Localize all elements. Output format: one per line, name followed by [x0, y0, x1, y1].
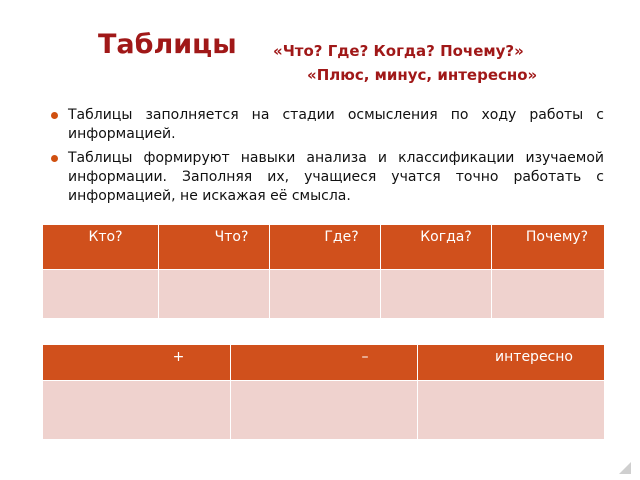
header-cell-plus: +: [43, 345, 231, 381]
table-who-what-where: [42, 224, 605, 319]
bullet-text: Таблицы заполняется на стадии осмысления по ходу работы с информацией.: [68, 107, 604, 142]
header-cell-why: Почему?: [492, 225, 605, 270]
bullet-item: [48, 149, 604, 206]
table-plus-minus-interesting: [42, 344, 605, 440]
table-cell: [492, 270, 605, 319]
slide-subtitle-line1: «Что? Где? Когда? Почему?»: [273, 42, 524, 60]
bullet-item: [48, 106, 604, 144]
bullet-text: Таблицы формируют навыки анализа и классификации изучаемой информации. Заполняя их, учащиеся учатся точно работать с информацией, не искажая её смысла.: [68, 150, 604, 204]
table-cell: [231, 381, 418, 440]
table-cell: [43, 270, 159, 319]
table-header-row: [43, 345, 605, 381]
header-cell-when: Когда?: [381, 225, 492, 270]
bullet-icon: [51, 112, 58, 119]
table-row: [43, 270, 605, 319]
table-header-row: [43, 225, 605, 270]
slide-subtitle-line2: «Плюс, минус, интересно»: [307, 66, 538, 84]
header-cell-interesting: интересно: [418, 345, 605, 381]
table-cell: [418, 381, 605, 440]
slide-corner-decoration-icon: [619, 462, 631, 474]
slide-title: Таблицы: [98, 29, 237, 60]
header-cell-minus: –: [231, 345, 418, 381]
table-cell: [159, 270, 270, 319]
bullet-icon: [51, 155, 58, 162]
table-cell: [43, 381, 231, 440]
table-cell: [270, 270, 381, 319]
bullet-list: [48, 106, 604, 211]
header-cell-what: Что?: [159, 225, 270, 270]
header-cell-where: Где?: [270, 225, 381, 270]
table-row: [43, 381, 605, 440]
table-cell: [381, 270, 492, 319]
header-cell-who: Кто?: [43, 225, 159, 270]
